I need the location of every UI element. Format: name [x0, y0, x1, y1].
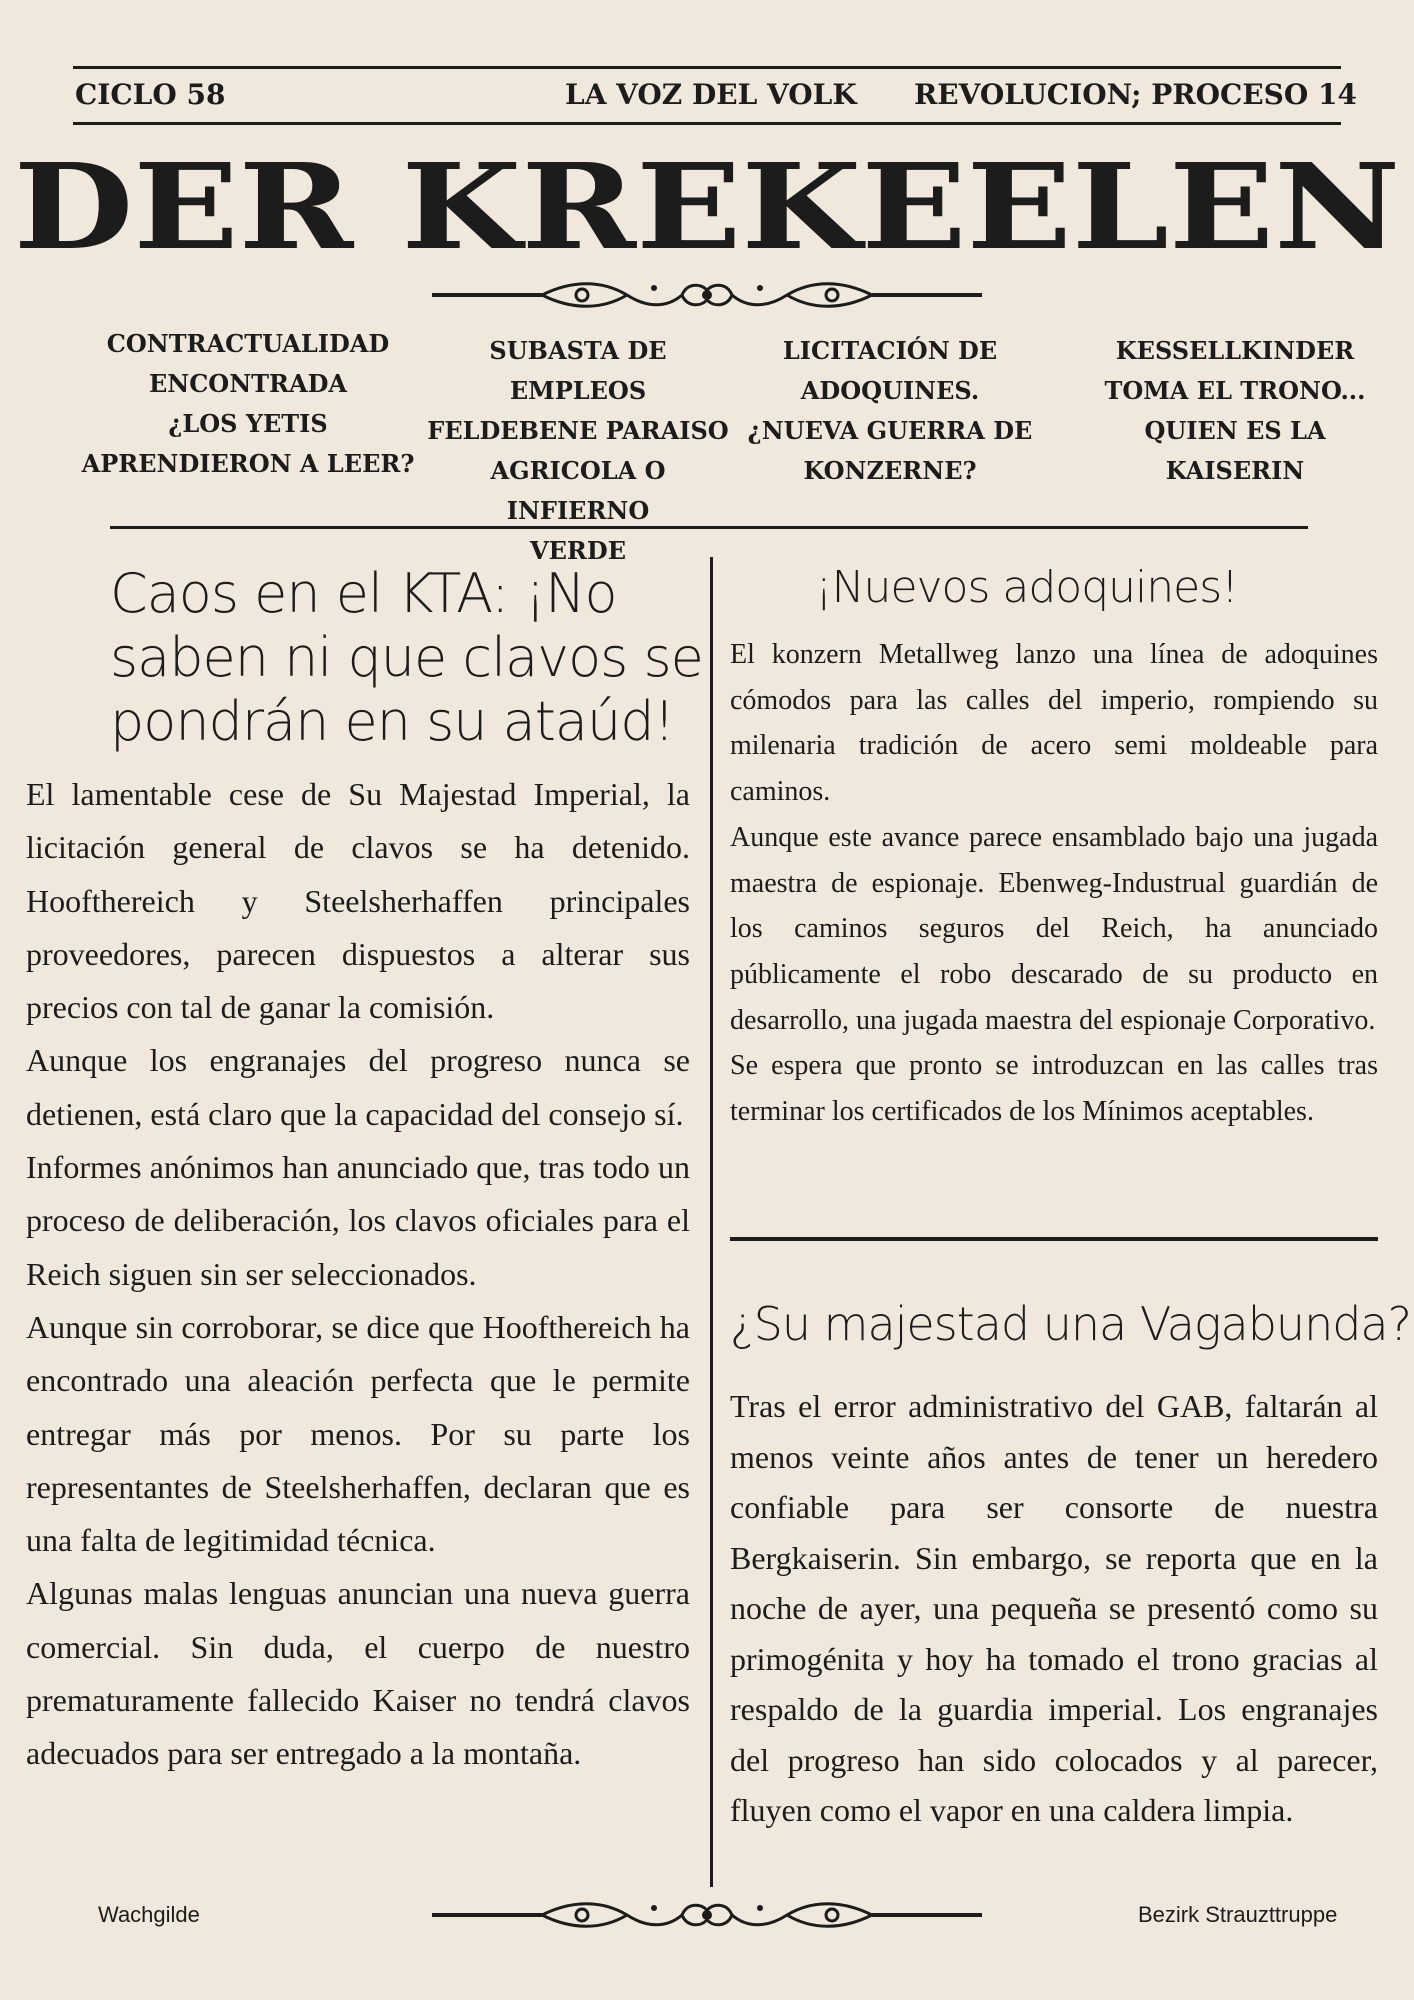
- bottom-flourish-ornament-icon: [432, 1898, 982, 1932]
- teaser-licitacion-adoquines[interactable]: LICITACIÓN DE ADOQUINES. ¿NUEVA GUERRA DE KONZERNE?: [747, 336, 1033, 485]
- paragraph: Tras el error administrativo del GAB, faltarán al menos veinte años antes de tener un heredero confiable para ser consorte de nuestra Bergkaiserin. Sin embargo, se reporta que en la noche de ayer, una pequeña se presentó como su primogénita y hoy ha tomado el trono gracias al respaldo de la guardia imperial. Los engranajes del progreso han sido colocados y al parecer, fluyen como el vapor en una caldera limpia.: [730, 1388, 1378, 1828]
- paragraph: El konzern Metallweg lanzo una línea de adoquines cómodos para las calles del imperio, rompiendo su milenaria tradición de acero semi moldeable para caminos.: [730, 639, 1378, 808]
- top-flourish-ornament-icon: [432, 278, 982, 312]
- paragraph: Algunas malas lenguas anuncian una nueva guerra comercial. Sin duda, el cuerpo de nuestro prematuramente fallecido Kaiser no tendrá clavos adecuados para ser entregado a la montaña.: [26, 1575, 690, 1772]
- paragraph: Informes anónimos han anunciado que, tras todo un proceso de deliberación, los clavos oficiales para el Reich siguen sin ser seleccionados.: [26, 1149, 690, 1292]
- right-column-separator: [730, 1237, 1378, 1241]
- teaser-contractualidad[interactable]: CONTRACTUALIDAD ENCONTRADA ¿LOS YETIS APRENDIERON A LEER?: [81, 329, 415, 478]
- header-bottom-rule: [73, 122, 1341, 125]
- publication-tagline: LA VOZ DEL VOLK: [565, 78, 857, 111]
- teaser-subasta-empleos[interactable]: SUBASTA DE EMPLEOS FELDEBENE PARAISO AGRICOLA O INFIERNO VERDE: [427, 336, 729, 565]
- teaser-kessellkinder[interactable]: KESSELLKINDER TOMA EL TRONO... QUIEN ES LA KAISERIN: [1104, 336, 1366, 485]
- paragraph: Aunque sin corroborar, se dice que Hoofthereich ha encontrado una aleación perfecta que le permite entregar más por menos. Por su parte los representantes de Steelsherhaffen, declaran que es una falta de legitimidad técnica.: [26, 1308, 690, 1559]
- article-left-headline[interactable]: Caos en el KTA: ¡No saben ni que clavos se pondrán en su ataúd!: [110, 562, 703, 753]
- paragraph: El lamentable cese de Su Majestad Imperial, la licitación general de clavos se ha detenido. Hoofthereich y Steelsherhaffen principales proveedores, parecen dispuestos a alterar sus precios con tal de ganar la comisión.: [26, 776, 690, 1026]
- footer-right-label: Bezirk Strauzttruppe: [1138, 1902, 1338, 1927]
- paragraph: Se espera que pronto se introduzcan en las calles tras terminar los certificados de los Mínimos aceptables.: [730, 1050, 1378, 1128]
- article-right-bottom-body: [730, 1381, 1378, 1836]
- article-right-top-headline[interactable]: ¡Nuevos adoquines!: [815, 562, 1238, 613]
- header-top-rule: [73, 66, 1341, 69]
- footer-left-label: Wachgilde: [98, 1902, 200, 1927]
- column-divider: [710, 557, 713, 1887]
- article-left-body: [26, 768, 690, 1781]
- revolution-process: REVOLUCION; PROCESO 14: [914, 78, 1357, 111]
- newspaper-masthead: DER KREKEELEN: [13, 137, 1401, 276]
- article-right-bottom-headline[interactable]: ¿Su majestad una Vagabunda?: [730, 1297, 1412, 1351]
- paragraph: Aunque los engranajes del progreso nunca se detienen, está claro que la capacidad del consejo sí.: [26, 1042, 690, 1132]
- paragraph: Aunque este avance parece ensamblado bajo una jugada maestra de espionaje. Ebenweg-Industrual guardián de los caminos seguros del Reich, ha anunciado públicamente el robo descarado de su producto en desarrollo, una jugada maestra del espionaje Corporativo.: [730, 821, 1378, 1036]
- issue-cycle: CICLO 58: [75, 78, 226, 111]
- section-divider: [110, 526, 1308, 529]
- article-right-top-body: [730, 632, 1378, 1135]
